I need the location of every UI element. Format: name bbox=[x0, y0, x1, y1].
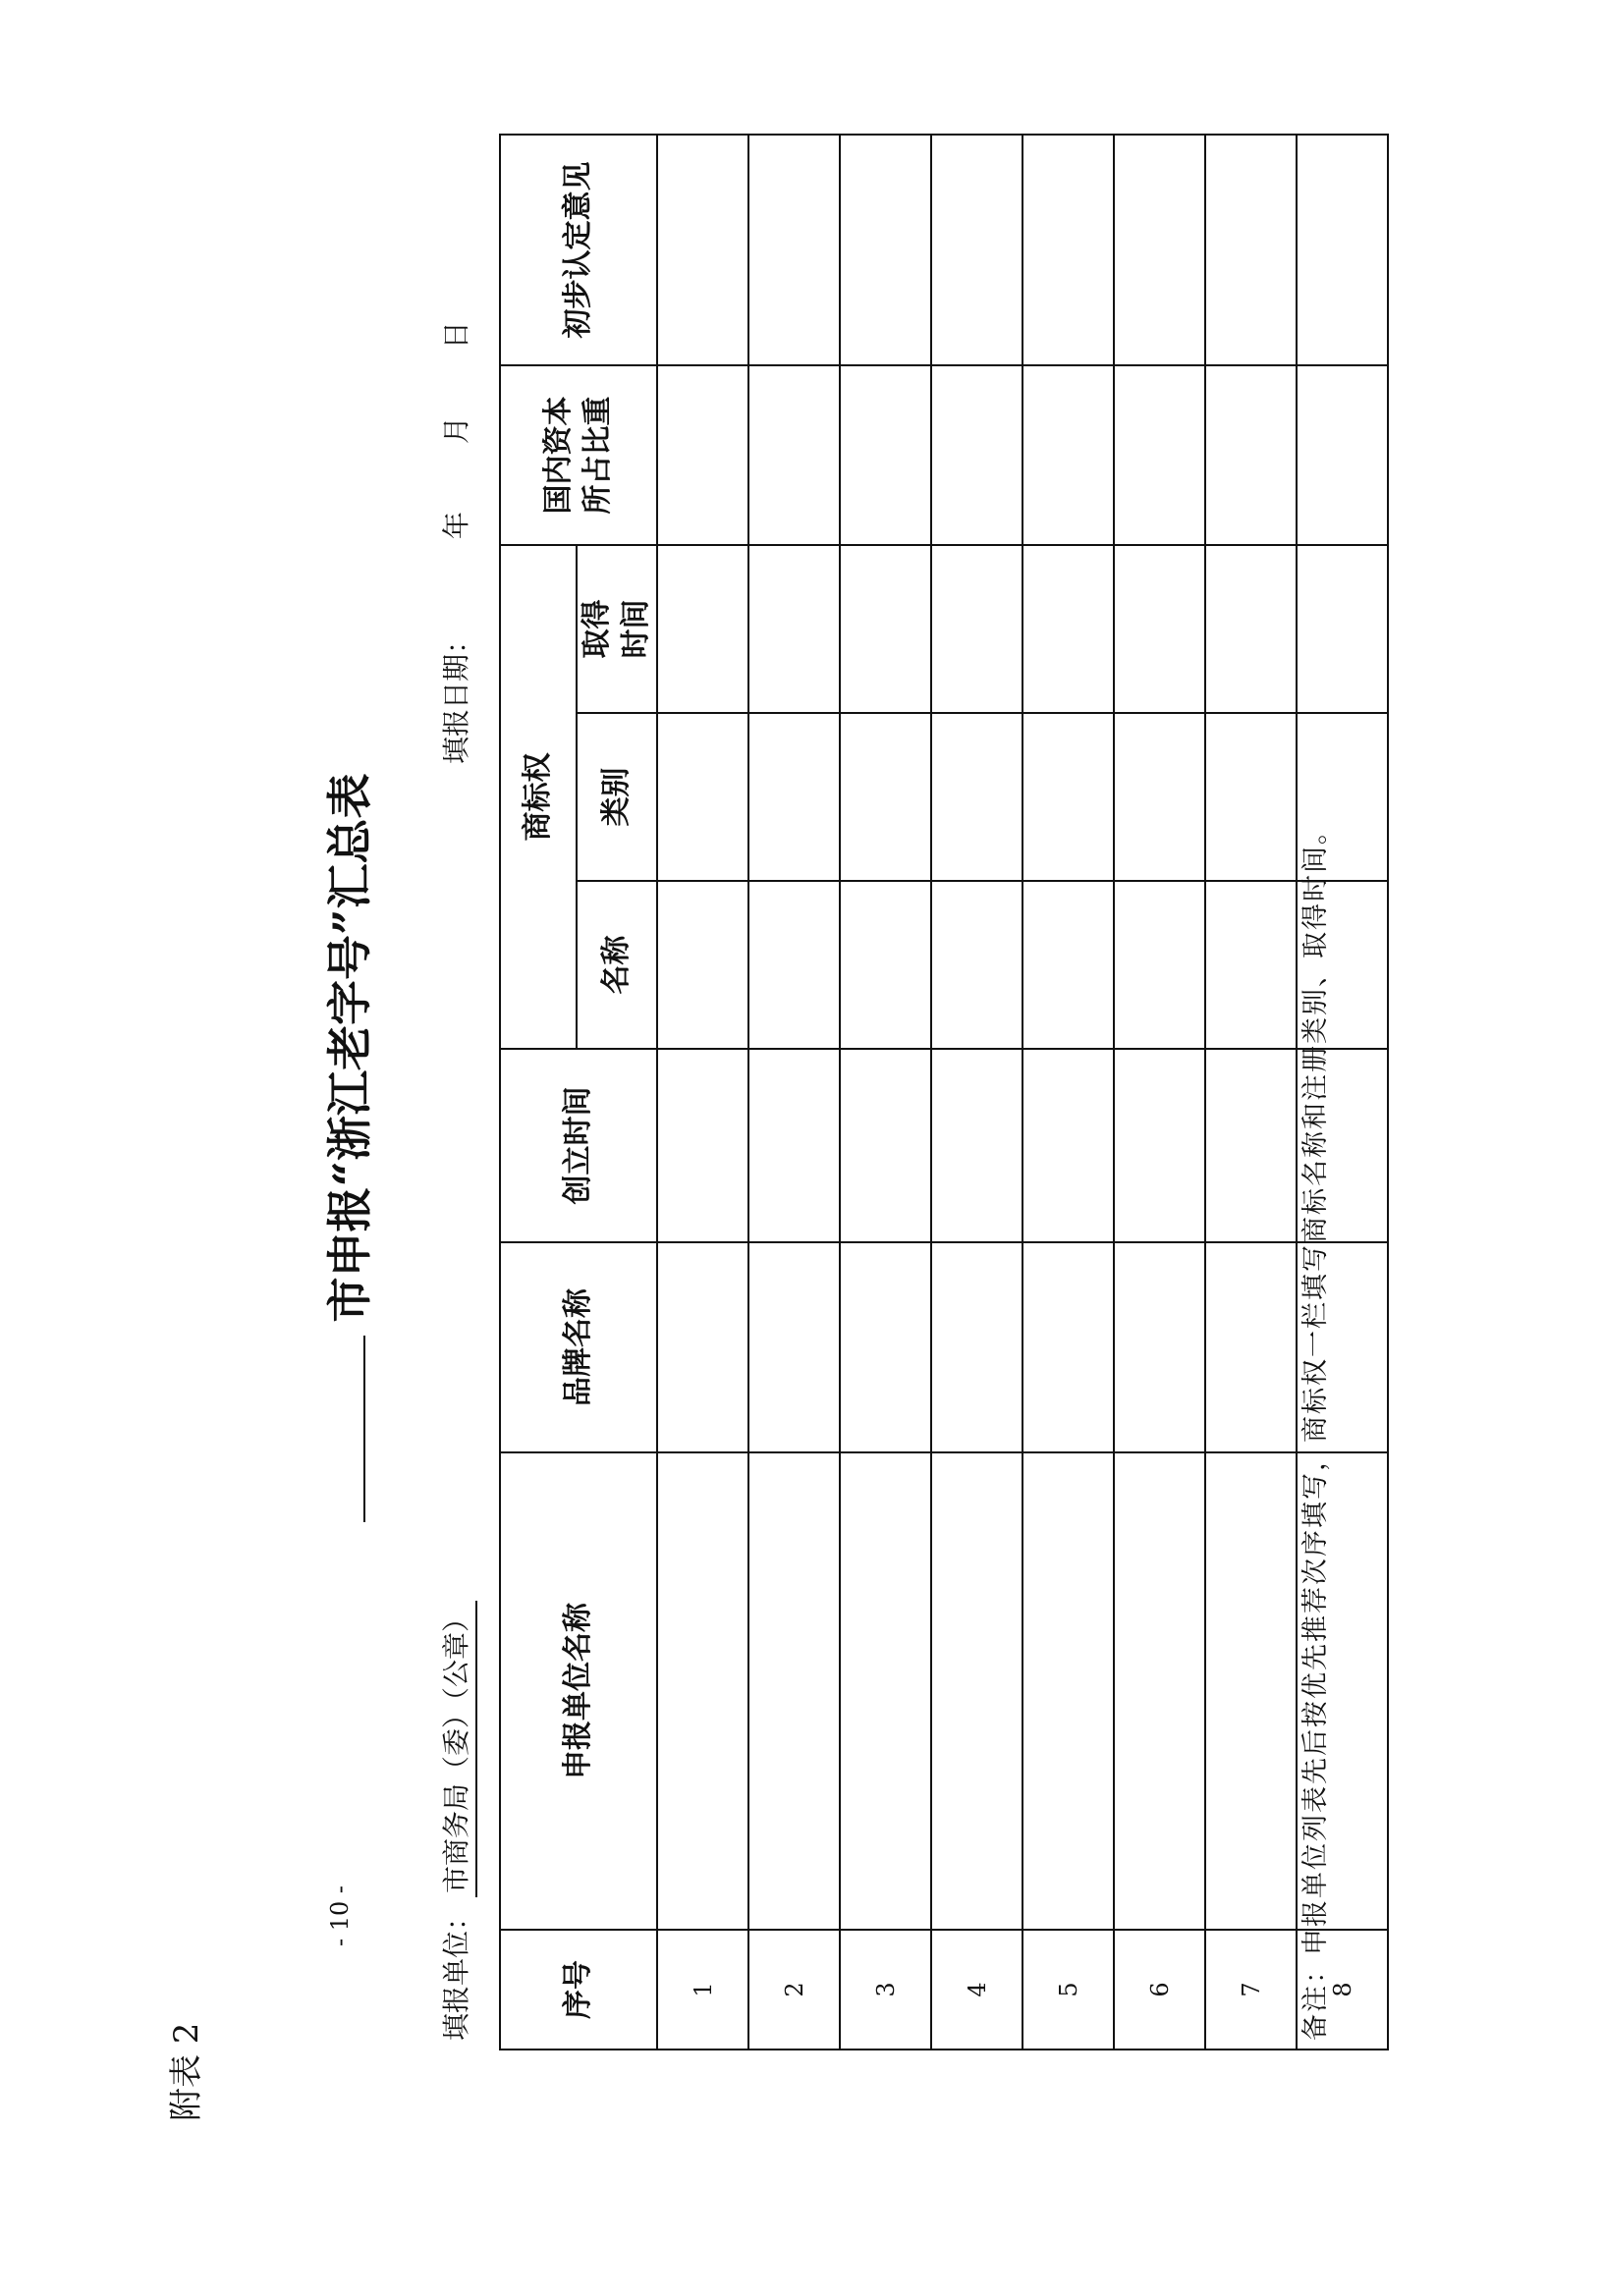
row-seq: 1 bbox=[657, 1930, 748, 2050]
table-row bbox=[1205, 135, 1297, 2050]
cell-trademark-date[interactable] bbox=[931, 545, 1023, 713]
date-year: 年 bbox=[440, 512, 472, 540]
reporting-unit-label: 填报单位： bbox=[440, 1902, 472, 2041]
cell-founded[interactable] bbox=[1114, 1049, 1205, 1242]
cell-trademark-date[interactable] bbox=[657, 545, 748, 713]
cell-opinion[interactable] bbox=[1023, 135, 1114, 365]
cell-trademark-class[interactable] bbox=[748, 713, 840, 881]
cell-trademark-class[interactable] bbox=[1205, 713, 1297, 881]
meta-row bbox=[432, 214, 481, 2041]
cell-founded[interactable] bbox=[931, 1049, 1023, 1242]
cell-brand-name[interactable] bbox=[1205, 1242, 1297, 1452]
date-month: 月 bbox=[440, 416, 472, 445]
row-seq: 4 bbox=[931, 1930, 1023, 2050]
title-fill-blank bbox=[322, 1336, 365, 1522]
page-title bbox=[320, 0, 379, 2296]
row-seq: 6 bbox=[1114, 1930, 1205, 2050]
row-seq: 2 bbox=[748, 1930, 840, 2050]
reporting-unit bbox=[432, 1591, 481, 2041]
cell-capital[interactable] bbox=[1023, 365, 1114, 545]
cell-founded[interactable] bbox=[657, 1049, 748, 1242]
cell-unit-name[interactable] bbox=[840, 1452, 931, 1930]
cell-opinion[interactable] bbox=[657, 135, 748, 365]
reporting-date bbox=[432, 321, 481, 764]
cell-trademark-date[interactable] bbox=[748, 545, 840, 713]
cell-trademark-date[interactable] bbox=[1114, 545, 1205, 713]
cell-unit-name[interactable] bbox=[931, 1452, 1023, 1930]
cell-unit-name[interactable] bbox=[1023, 1452, 1114, 1930]
appendix-label: 附表 2 bbox=[167, 2022, 206, 2121]
cell-trademark-name[interactable] bbox=[1023, 881, 1114, 1049]
cell-capital[interactable] bbox=[1114, 365, 1205, 545]
cell-trademark-class[interactable] bbox=[840, 713, 931, 881]
cell-brand-name[interactable] bbox=[840, 1242, 931, 1452]
header-capital-line1: 国内资本 bbox=[541, 396, 576, 515]
cell-opinion[interactable] bbox=[1205, 135, 1297, 365]
header-founded: 创立时间 bbox=[500, 1049, 657, 1242]
cell-trademark-date[interactable] bbox=[840, 545, 931, 713]
cell-opinion[interactable] bbox=[748, 135, 840, 365]
cell-trademark-date[interactable] bbox=[1205, 545, 1297, 713]
header-capital bbox=[500, 365, 657, 545]
table-row bbox=[748, 135, 840, 2050]
cell-brand-name[interactable] bbox=[657, 1242, 748, 1452]
reporting-unit-value: 市商务局（委）（公章） bbox=[438, 1601, 477, 1897]
cell-brand-name[interactable] bbox=[931, 1242, 1023, 1452]
cell-opinion[interactable] bbox=[1114, 135, 1205, 365]
cell-trademark-name[interactable] bbox=[931, 881, 1023, 1049]
cell-trademark-class[interactable] bbox=[1023, 713, 1114, 881]
cell-capital[interactable] bbox=[748, 365, 840, 545]
cell-trademark-class[interactable] bbox=[931, 713, 1023, 881]
title-text: 市申报“浙江老字号”汇总表 bbox=[323, 773, 376, 1323]
row-seq: 8 bbox=[1297, 1930, 1388, 2050]
header-opinion: 初步认定意见 bbox=[500, 135, 657, 365]
footnote: 备注：申报单位列表先后按优先推荐次序填写，商标权一栏填写商标名称和注册类别、取得时间。 bbox=[1300, 816, 1331, 2041]
cell-trademark-name[interactable] bbox=[840, 881, 931, 1049]
header-row-1 bbox=[500, 135, 577, 2050]
table-row bbox=[1114, 135, 1205, 2050]
header-brand-name: 品牌名称 bbox=[500, 1242, 657, 1452]
row-seq: 5 bbox=[1023, 1930, 1114, 2050]
row-seq: 3 bbox=[840, 1930, 931, 2050]
cell-trademark-class[interactable] bbox=[657, 713, 748, 881]
table-row bbox=[840, 135, 931, 2050]
header-trademark-date-line2: 时间 bbox=[619, 599, 653, 659]
cell-brand-name[interactable] bbox=[1114, 1242, 1205, 1452]
cell-unit-name[interactable] bbox=[1114, 1452, 1205, 1930]
cell-unit-name[interactable] bbox=[657, 1452, 748, 1930]
cell-trademark-name[interactable] bbox=[1114, 881, 1205, 1049]
cell-trademark-name[interactable] bbox=[1205, 881, 1297, 1049]
row-seq: 7 bbox=[1205, 1930, 1297, 2050]
header-trademark: 商标权 bbox=[500, 545, 577, 1049]
cell-brand-name[interactable] bbox=[748, 1242, 840, 1452]
table-row bbox=[931, 135, 1023, 2050]
header-trademark-class: 类别 bbox=[577, 713, 657, 881]
cell-founded[interactable] bbox=[1205, 1049, 1297, 1242]
cell-opinion[interactable] bbox=[840, 135, 931, 365]
table-row bbox=[1023, 135, 1114, 2050]
cell-capital[interactable] bbox=[1205, 365, 1297, 545]
cell-capital[interactable] bbox=[657, 365, 748, 545]
cell-founded[interactable] bbox=[840, 1049, 931, 1242]
reporting-date-label: 填报日期： bbox=[440, 626, 472, 764]
cell-capital[interactable] bbox=[931, 365, 1023, 545]
table-row bbox=[657, 135, 748, 2050]
summary-table bbox=[499, 134, 1389, 2050]
header-trademark-date-line1: 取得 bbox=[580, 599, 614, 659]
cell-trademark-name[interactable] bbox=[748, 881, 840, 1049]
cell-capital[interactable] bbox=[840, 365, 931, 545]
header-seq: 序号 bbox=[500, 1930, 657, 2050]
page-number: - 10 - bbox=[326, 1885, 354, 1946]
header-trademark-name: 名称 bbox=[577, 881, 657, 1049]
cell-founded[interactable] bbox=[1023, 1049, 1114, 1242]
cell-trademark-date[interactable] bbox=[1023, 545, 1114, 713]
cell-unit-name[interactable] bbox=[1205, 1452, 1297, 1930]
cell-opinion[interactable] bbox=[931, 135, 1023, 365]
cell-brand-name[interactable] bbox=[1023, 1242, 1114, 1452]
cell-founded[interactable] bbox=[748, 1049, 840, 1242]
date-day: 日 bbox=[440, 321, 472, 350]
header-trademark-date bbox=[577, 545, 657, 713]
header-capital-line2: 所占比重 bbox=[580, 396, 615, 515]
cell-unit-name[interactable] bbox=[748, 1452, 840, 1930]
header-unit-name: 申报单位名称 bbox=[500, 1452, 657, 1930]
cell-trademark-class[interactable] bbox=[1114, 713, 1205, 881]
cell-trademark-name[interactable] bbox=[657, 881, 748, 1049]
